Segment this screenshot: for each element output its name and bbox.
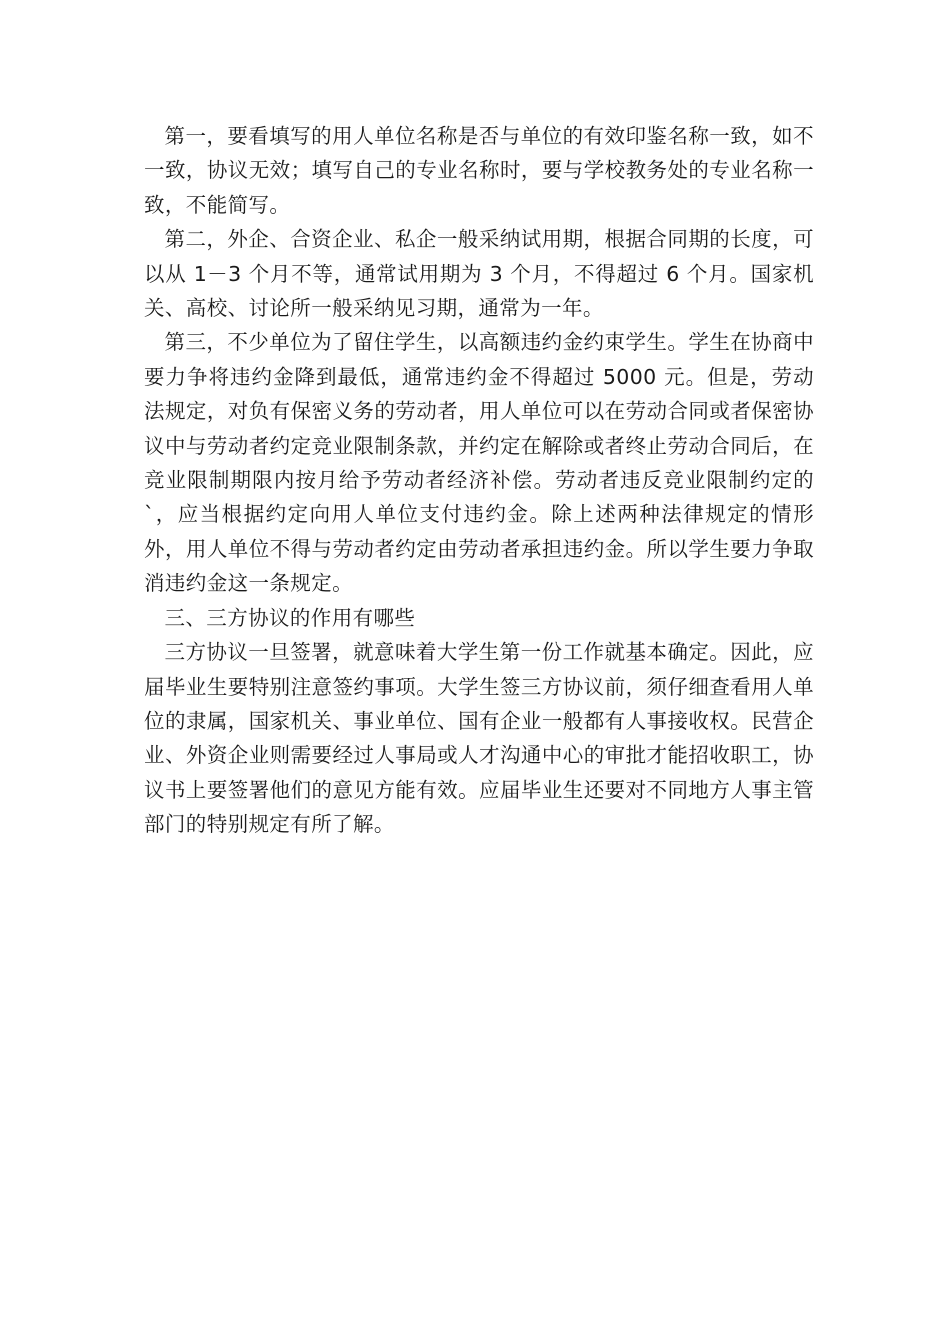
section-heading: 三、三方协议的作用有哪些 [164,605,416,630]
document-page [144,119,814,842]
paragraph-2: 第二，外企、合资企业、私企一般采纳试用期，根据合同期的长度，可以从 1－3 个月不等，通常试用期为 3 个月，不得超过 6 个月。国家机关、高校、讨论所一般采纳见习期，通常为一年。 [144,227,814,321]
paragraph-1: 第一，要看填写的用人单位名称是否与单位的有效印鉴名称一致，如不一致，协议无效；填写自己的专业名称时，要与学校教务处的专业名称一致，不能简写。 [144,124,814,217]
paragraph-3: 第三，不少单位为了留住学生，以高额违约金约束学生。学生在协商中要力争将违约金降到最低，通常违约金不得超过 5000 元。但是，劳动法规定，对负有保密义务的劳动者，用人单位可以在劳动合同或者保密协议中与劳动者约定竞业限制条款，并约定在解除或者终止劳动合同后，在竞业限制期限内按月给予劳动者经济补偿。劳动者违反竞业限制约定的`，应当根据约定向用人单位支付违约金。除上述两种法律规定的情形外，用人单位不得与劳动者约定由劳动者承担违约金。所以学生要力争取消违约金这一条规定。 [144,330,814,596]
paragraph-4: 三方协议一旦签署，就意味着大学生第一份工作就基本确定。因此，应届毕业生要特别注意签约事项。大学生签三方协议前，须仔细查看用人单位的隶属，国家机关、事业单位、国有企业一般都有人事接收权。民营企业、外资企业则需要经过人事局或人才沟通中心的审批才能招收职工，协议书上要签署他们的意见方能有效。应届毕业生还要对不同地方人事主管部门的特别规定有所了解。 [144,640,814,837]
